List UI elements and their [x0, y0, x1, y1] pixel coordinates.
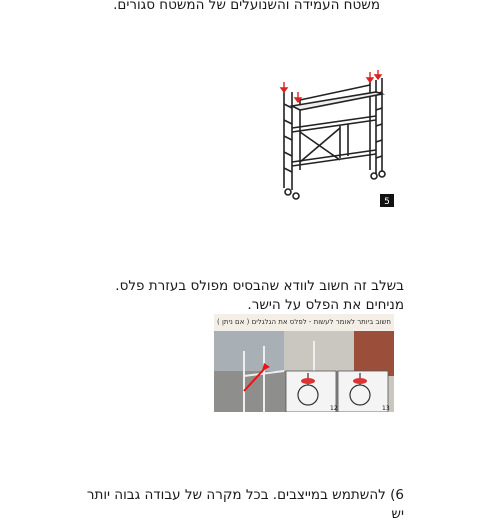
- panel-b-label: 13: [382, 405, 390, 412]
- paragraph-top: משטח העמידה והשנועלים של המשטח סגורים.: [113, 0, 380, 13]
- leveling-photo: [214, 314, 394, 412]
- panel-a-label: 12: [330, 405, 338, 412]
- photo-caption: חשוב ביותר לאומר לעשות - לפלס את הגלגלים ( אם ניתן ): [214, 314, 394, 331]
- step-badge: 5: [384, 197, 390, 207]
- photo-scene: [214, 331, 394, 412]
- paragraph-middle: בשלב זה חשוב לוודא שהבסיס מפולס בעזרת פלס. מניחים את הפלס על הישר.: [115, 278, 404, 313]
- scaffold-illustration: [270, 70, 398, 210]
- paragraph-bottom: 6) להשתמש במייצבים. בכל מקרה של עבודה גבוה יותר יש: [86, 487, 404, 522]
